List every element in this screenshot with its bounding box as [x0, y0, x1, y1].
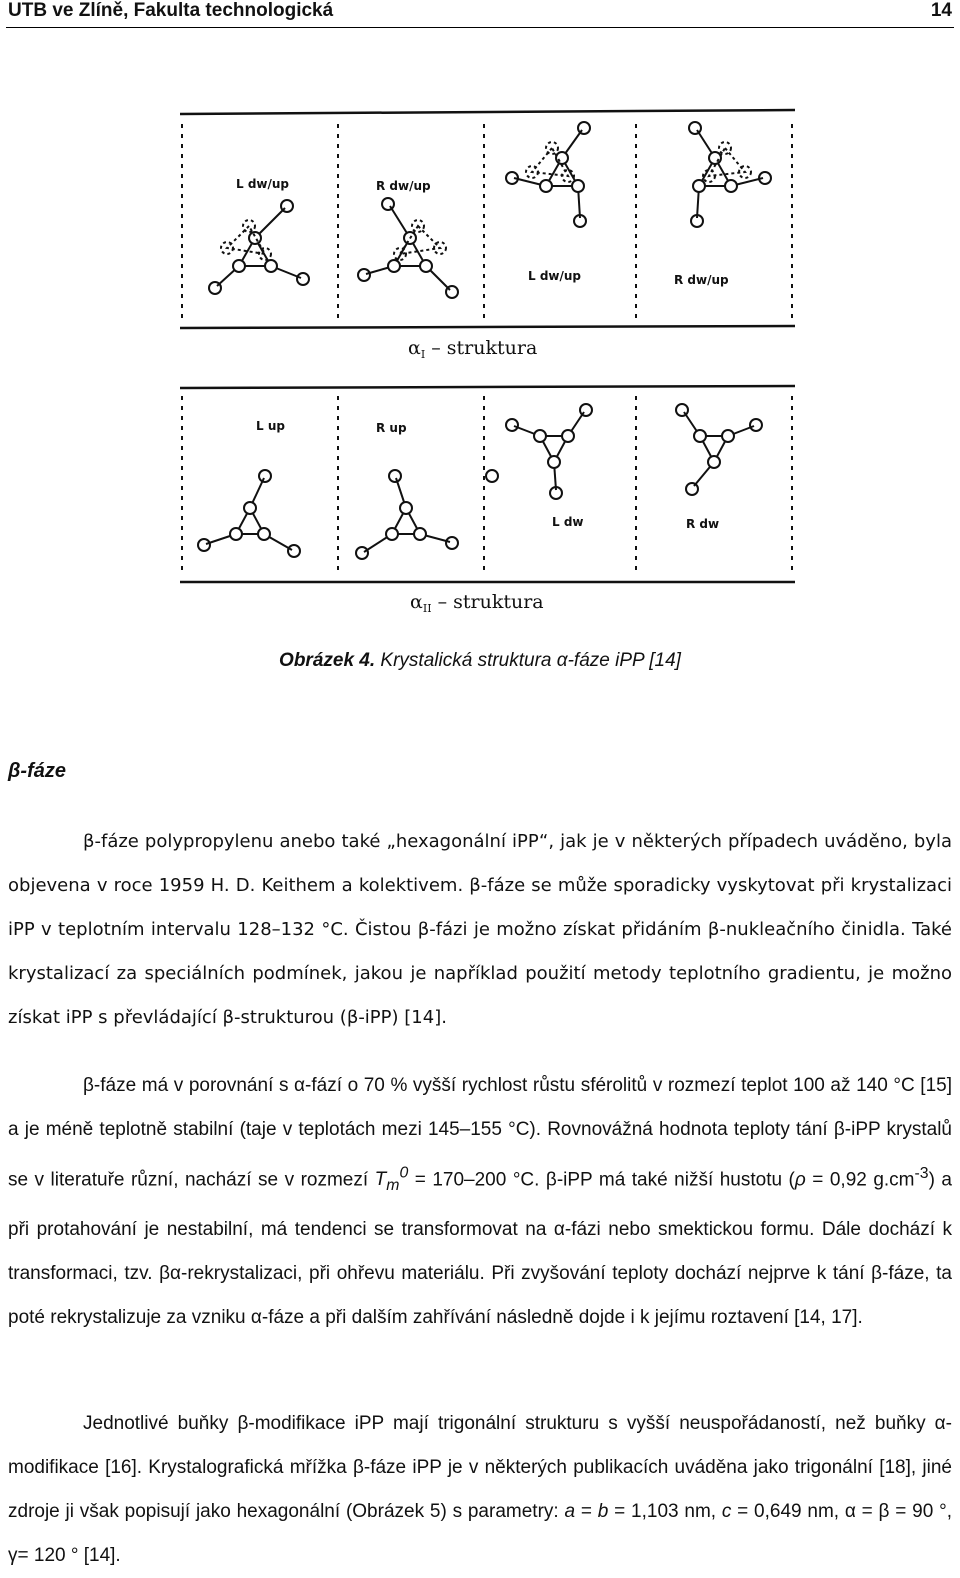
bottom-panel-title: $\alpha_{II}$ – struktura [410, 591, 544, 615]
bottom-label-3: L dw [552, 515, 584, 529]
molecule-bottom-4 [676, 404, 762, 495]
top-molecules [209, 122, 771, 298]
paragraph-1 [8, 820, 952, 1040]
melting-temp-symbol: $T_m^0$ [374, 1165, 409, 1195]
density-symbol: ρ [794, 1169, 806, 1191]
molecule-top-2 [358, 198, 458, 298]
paragraph-3: Jednotlivé buňky β-modifikace iPP mají trigonální strukturu s vyšší neuspořádaností, než buňky α-modifikace [16]. Krystalografická mřížka β-fáze iPP je v některých publikacích uváděna jako trigonální [18], jiné zdroje ji však popisují jako hexagonální (Obrázek 5) s parametry: a = b = 1,103 nm, c = 0,649 nm, α = β = 90 °, γ= 120 ° [14]. [8, 1413, 952, 1566]
page-header [0, 0, 960, 26]
molecule-bottom-3 [506, 404, 592, 499]
caption-label: Obrázek 4. [279, 650, 376, 671]
figure-drawing [170, 96, 810, 626]
top-label-4: R dw/up [674, 273, 729, 287]
top-panel-title: $\alpha_I$ – struktura [408, 337, 538, 361]
top-label-2: R dw/up [376, 179, 431, 193]
molecule-bottom-2 [356, 470, 458, 559]
page-number: 14 [930, 0, 952, 21]
molecule-top-1 [209, 200, 309, 294]
section-heading: β-fáze [8, 760, 66, 782]
header-title: UTB ve Zlíně, Fakulta technologická [8, 0, 334, 21]
bottom-label-2: R up [376, 421, 407, 435]
crystal-structure-figure [170, 96, 810, 626]
bottom-label-4: R dw [686, 517, 720, 531]
figure-caption [0, 650, 960, 672]
paragraph-2: β-fáze má v porovnání s α-fází o 70 % vyšší rychlost růstu sférolitů v rozmezí teplot 100 až 140 °C [15] a je méně teplotně stabilní (taje v teplotách mezi 145–155 °C). Rovnovážná hodnota teploty tání β-iPP krystalů se v literatuře různí, nachází se v rozmezí $T_m^0 = 170-200$ °C. β-iPP má také nižší hustotu (ρ = 0,92 $g.cm^{-3}$) a při protahování je nestabilní, má tendenci se transformovat na α-fázi nebo smektickou formu. Dále dochází k transformaci, tzv. βα-rekrystalizaci, při ohřevu materiálu. Při zvyšování teploty dochází nejprve k tání β-fáze, ta poté rekrystalizuje za vzniku α-fáze a při dalším zahřívání následně dojde i k jejímu roztavení [14, 17]. [8, 1075, 952, 1329]
top-panel-dividers [182, 124, 792, 321]
top-label-1: L dw/up [236, 177, 290, 191]
molecule-top-3 [506, 122, 590, 227]
caption-text: Krystalická struktura α-fáze iPP [14] [375, 650, 681, 671]
bottom-label-1: L up [256, 419, 285, 433]
bottom-panel-frame [180, 386, 795, 582]
header-rule [6, 27, 954, 28]
paragraph-1-text: β-fáze polypropylenu anebo také „hexagonální iPP“, jak je v některých případech uváděno, byla objevena v roce 1959 H. D. Keithem a kolektivem. β-fáze se může sporadicky vyskytovat při krystalizaci iPP v teplotním intervalu 128–132 °C. Čistou β-fázi je možno získat přidáním β-nukleačního činidla. Také krystalizací za speciálních podmínek, jakou je například použití metody teplotního gradientu, je možno získat iPP s převládající β-strukturou (β-iPP) [14]. [8, 831, 952, 1028]
lone-atom [486, 470, 498, 482]
molecule-bottom-1 [198, 470, 300, 557]
top-label-3: L dw/up [528, 269, 582, 283]
molecule-top-4 [689, 122, 771, 227]
